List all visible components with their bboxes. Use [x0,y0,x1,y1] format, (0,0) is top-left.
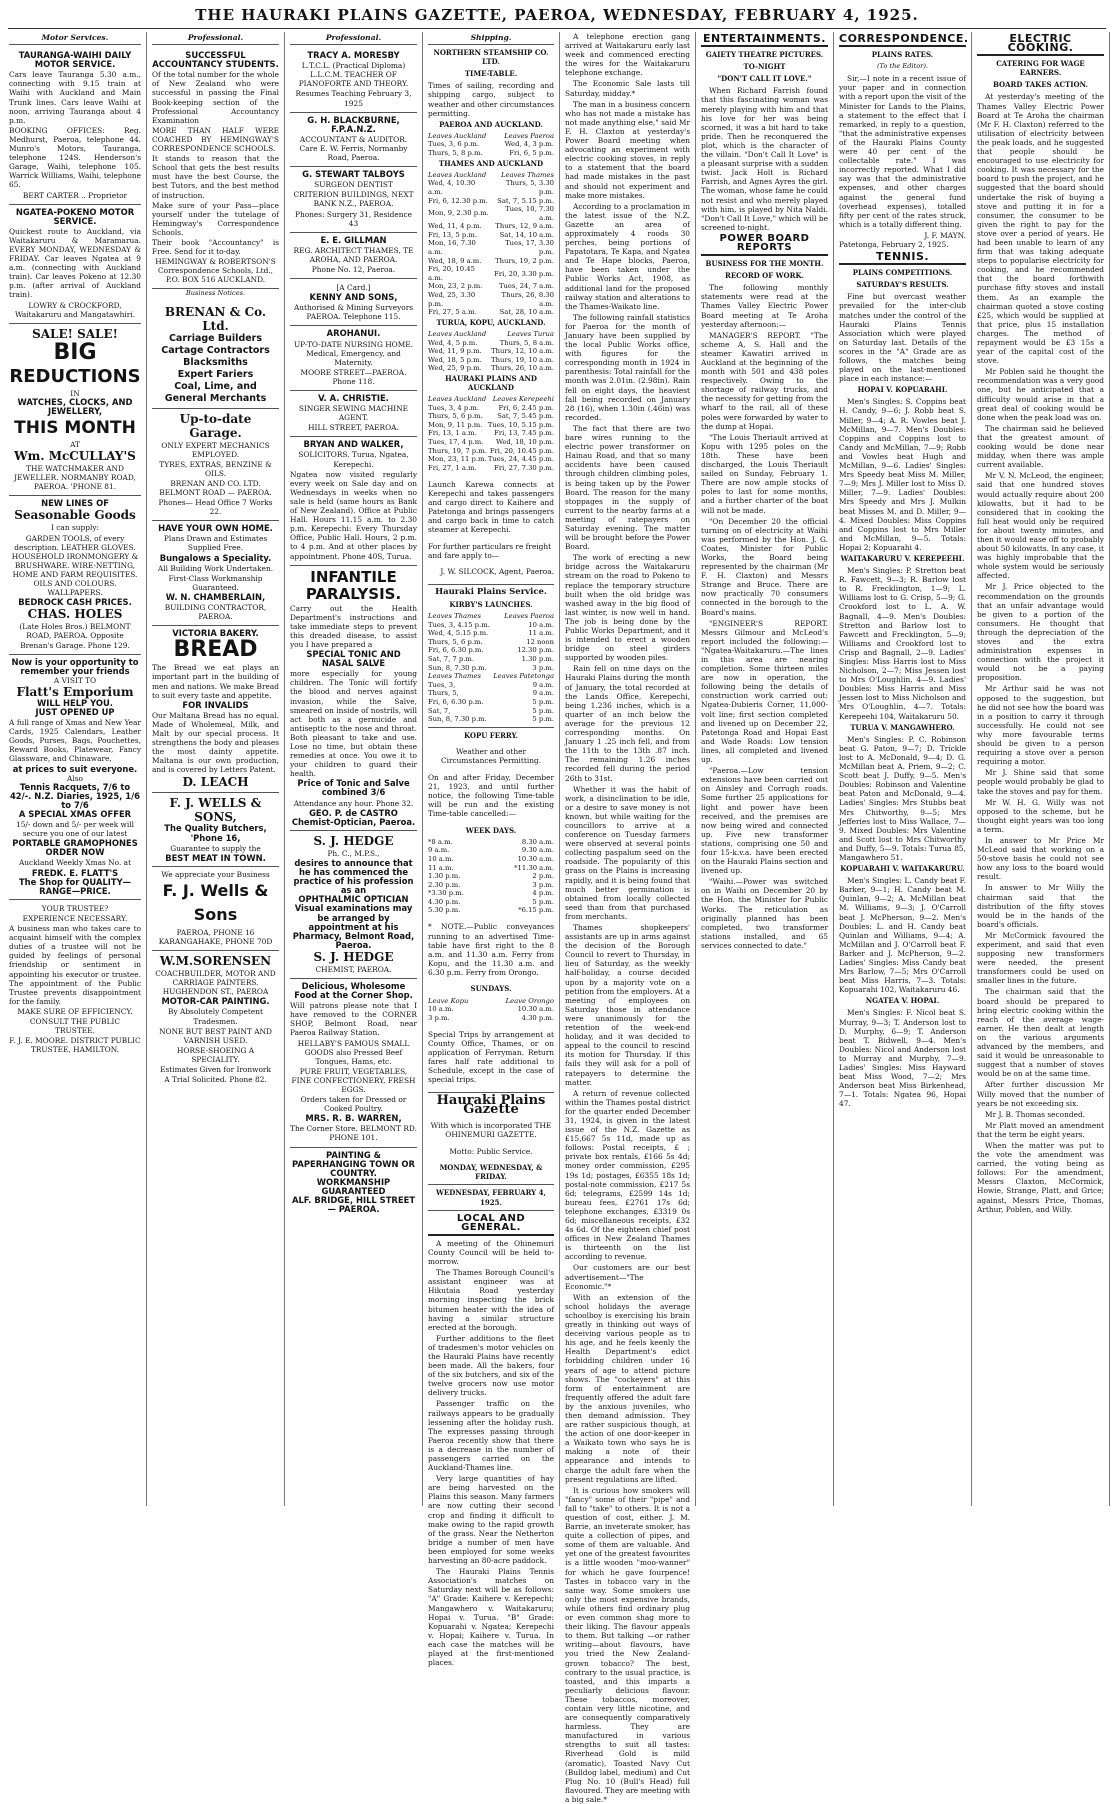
table-row [428,356,554,365]
table-cell: Wed, 4, 5.15 p.m. [428,629,489,638]
article-paragraph: Mr McCormick favoured the experiment, and said that even supposing new transformers were needed, the present transformers could be used on smaller lines in the future. [977,930,1104,986]
article-paragraph: Thames shopkeepers' assistants are up in arms against the decision of the Borough Council to revert to Thursday, in lieu of Saturday, as the weekly half-holiday, a course decided upon by a majority vote on a petition from the employers. At a meeting of employees on Saturday those in attendance were unanimously for the retention of the week-end holiday, and it was decided to appeal to the council to rescind its motion for Thursday. If this fails they will ask for a poll of ratepayers to determine the matter. [565,923,690,1087]
article-paragraph: At yesterday's meeting of the Thames Valley Electric Power Board at Te Aroha the chairman (Mr F. H. Claxton) referred to the utilisation of electricity between the peak loads, and he suggested that people should be encouraged to use electricity for cooking. It was necessary for the board to push the project, and he suggested that the board should undertake the risk of buying a stove and putting it in for a consumer, the consumer to be given the right to pay for the stove over a period of years. He had been unable to learn of any firm that was taking adequate steps to popularise electricity for cooking, and he recommended that the board forthwith purchase fifty stoves and install them. As an example the chairman quoted a stove costing £25, which would be supplied at that price, plus 15 installation charges. The method of repayment would be £3 15s a year of the capital cost of the stove. [977,92,1104,366]
ad-flatts-emporium: Now is your opportunity to remember your friends A VISIT TO Flatt's Emporium WILL HELP YOU. JUST OPENED UP A full range of Xmas and New Year Cards, 1925 Calendars, Leather Goods, Purses, Bags, Pouchettes, Reward Books, Platewear, Fancy Glassware, and Chinaware, at prices to suit everyone. Also Tennis Racquets, 7/6 to 42/-. N.Z. Diaries, 1925, 1/6 to 7/6 A SPECIAL XMAS OFFER 15/- down and 5/- per week will secure you one of our latest PORTABLE GRAMOPHONES ORDER NOW Auckland Weekly Xmas No. at FREDK. E. FLATT'S The Shop for QUALITY—RANGE—PRICE. [9,655,141,900]
ad-arohanui: AROHANUI. UP-TO-DATE NURSING HOME. Medical, Emergency, and Maternity. MOORE STREET—PAEROA. Phone 118. [290,326,417,391]
article-paragraph: It is curious how smokers will "fancy" some of their "pipe" and fall to "take" to others. It is not a question of cost, either. J. M. Barrie, an inveterate smoker, has quite a collection of pipes, and some of them are valuable. And yet one of the greatest favourites is a little wooden "moo-wanner" for which he gave fourpence! Tastes in tobacco vary in the same way. Some smokers use only the most expensive brands, while others find ordinary plug or even common shag more to their liking. The flavour appeals to them. But talking —or rather writing—about flavours, have you tried the New Zealand-grown tobacco? The best, contrary to the usual practice, is toasted, and this imparts a peculiarly delicious flavour. These tobaccos, moreover, contain very little nicotine, and are consequently comparatively harmless. They are manufactured in various strengths to suit all tastes: Riverhead Gold is mild (aromatic), Toasted Navy Cut (Bulldog label, medium) and Cut Plug No. 10 (Bull's Head) full flavoured. They are meeting with a big sale.* [565,1485,690,1804]
table-cell: 9 a.m. [532,689,554,698]
table-row [428,231,554,240]
table-cell: Fri, 27, 7.30 p.m. [494,463,554,472]
column-news [560,32,696,1804]
table-cell: Thurs, 5, 6 p.m. [428,637,483,646]
table-cell: Fri, 13, 1 a.m. [428,429,477,438]
table-cell: Wed, 18, 10 p.m. [495,438,554,447]
table-row [428,291,554,308]
article-paragraph: According to a proclamation in the latest issue of the N.Z. Gazette an area of approximately 4 roods 30 perches, being portions of Papatotara, Te Kapa, and Ngatea and Te Hape blocks, Paeroa, have been taken under the Public Works Act, 1908, as additional land for the proposed railway station and alterations to the Thames-Waikato line. [565,201,690,311]
table-cell: Wed, 4, 5 p.m. [428,338,478,347]
table-row [428,464,554,473]
table-row [428,412,554,421]
table-row [428,197,554,206]
article-paragraph: Rain fell on nine days on the Hauraki Plains during the month of January, the total recorded at the Lands Office, Kerepechi, being 1.236 inches, which is a quarter of an inch below the average for the previous 12 corresponding months. On January 1 .25 inch fell, and from the 11th to the 13th .87 inch. The remaining 1.26 inches recorded fell during the period 26th to 31st. [565,664,690,783]
table-cell: 5 p.m. [532,897,554,906]
ad-mccullay: SALE! SALE! BIG REDUCTIONS IN WATCHES, CLOCKS, AND JEWELLERY, THIS MONTH AT Wm. McCULLAY'S THE WATCHMAKER AND JEWELLER. NORMANBY ROAD, PAEROA. 'PHONE 81. [9,324,141,497]
table-cell: Tues, 10, 7.30 a.m. [505,205,554,222]
table-cell: Wed, 4, 3 p.m. [504,140,554,149]
table-cell: 1.30 p.m. [521,654,554,663]
ad-brenan: BRENAN & Co. Ltd. Carriage Builders Cartage Contractors Blacksmiths Expert Fariers Coal, Lime, and General Merchants [152,302,279,409]
table-cell: Thurs, 5, [428,689,459,698]
table-header-cell: Leaves Auckland [428,170,487,179]
article-paragraph: Mr V. N. McLeod, the engineer, said that one hundred stoves would actually require about 200 kilowatts, but it had to be considered that in cooking the full heat would only be required for about twenty minutes, and then it would ease off to probably about 50 kilowatts. In any case, it was highly improbable that the whole system would be seriously affected. [977,471,1104,581]
local-general-heading: LOCAL AND GENERAL. [428,1214,554,1236]
table-row [428,898,554,907]
table-cell: 11 a.m. [428,863,454,872]
ad-corner-store: Delicious, Wholesome Food at the Corner Shop. Will patrons please note that I have removed to the CORNER SHOP, Belmont Road, near Paeroa Railway Station. HELLABY'S FAMOUS SMALL GOODS also Pressed Beef Tongues, Hams, etc. PURE FRUIT, VEGETABLES, FINE CONFECTIONERY, FRESH EGGS. Orders taken for Dressed or Cooked Poultry. MRS. R. B. WARREN, The Corner Store. BELMONT RD. PHONE 101. [290,979,417,1148]
table-cell: Sat, 7, 5.15 p.m. [497,196,554,205]
ad-wells-sons: We appreciate your Business F. J. Wells & Sons PAEROA, PHONE 16 KARANGAHAKE, PHONE 70D [152,867,279,951]
table-row [428,881,554,890]
table-header-cell: Leaves Thames [428,672,482,681]
table-cell: 10.30 a.m. [517,1005,554,1014]
table-header-cell: Leaves Turua [507,329,554,338]
section-heading: Motor Services. [9,32,141,45]
section-heading: ENTERTAINMENTS. [701,34,828,47]
timetable-turua-kopu [428,330,554,373]
match-title: KOPUARAHI V. WAITAKARURU. [840,864,965,874]
table-cell: Fri, 6, 2.45 p.m. [498,403,554,412]
table-cell: Fri, 6, 5 p.m. [509,149,554,158]
table-cell: 2 p.m. [532,872,554,881]
column-motor-services [4,32,147,1506]
table-row [428,140,554,149]
table-cell: 5 p.m. [532,697,554,706]
article-paragraph: "The Louis Theriault arrived at Kopu with 1295 poles on the 18th. These have been discharged, the Louis Theriault sailed on Sunday, February 1. There are now ample stocks of poles to last for some months, and a further charter of the boat will not be made. [701,432,828,515]
table-cell: 2.30 p.m. [428,880,461,889]
timetable-kopu-week [428,838,554,915]
article-paragraph: A return of revenue collected within the Thames postal district for the quarter ended December 31, 1924, is given in the latest issue of the N.Z. Gazette as £15,667 5s 11d, made up as follows: Postal receipts, £ ; private box rentals, £166 5s 4d; money order commission, £295 19s 1d; postages, £6355 18s 1d; postal-note commission, £217 5s 6d; telegrams, £2599 14s 1d; bureau fees, £2761 17s 6d; telephone exchanges, £3319 0s 6d; miscellaneous receipts, £32 4s 6d. Of the eighteen chief post offices in New Zealand Thames is thirteenth on the list according to revenue. [565,1088,690,1262]
article-paragraph: The chairman said he believed that the greatest amount of cooking would be done near midday, when there was ample current available. [977,423,1104,470]
match-title: NGATEA V. HOPAI. [865,996,940,1006]
table-cell: Tues, 17, 4 p.m. [428,438,484,447]
table-header-cell: Leaves Paeroa [504,131,554,140]
ad-chas-holes: NEW LINES OF Seasonable Goods I can supply: GARDEN TOOLS, of every description. LEATHER GLOVES. HOUSEHOLD IRONMONGERY & BRUSHWARE. WIRE-NETTING, HOME AND FARM REQUISITES. OILS AND COLOURS. WALLPAPERS. BEDROCK CASH PRICES. CHAS. HOLES (Late Holes Bros.) BELMONT ROAD, PAEROA. Opposite Brenan's Garage. Phone 129. [9,496,141,654]
ad-kenny: [A Card.] KENNY AND SONS, Authorised & Mining Surveyors PAEROA. Telephone 115. [290,279,417,326]
table-cell: Wed, 18, 9 a.m. [428,256,482,265]
ad-hedge-optician: S. J. HEDGE Ph. C., M.P.S., desires to announce that he has commenced the practice of his profession as an OPHTHALMIC OPTICIAN Visual examinations may be arranged by appointment at his Pharmacy, Belmont Road, Paeroa. S. J. HEDGE CHEMIST, PAEROA. [290,831,417,979]
article-paragraph: Passenger traffic on the railways appears to be gradually lessening after the holiday rush. The expresses passing through Paeroa recently show that there is a decrease in the number of passengers carried on the Auckland-Thames line. [428,1399,554,1473]
column-correspondence: CORRESPONDENCE. PLAINS RATES. (To the Editor). Sir,—I note in a recent issue of your paper and in connection with a report upon the visit of the Minister for Lands to the Plains, a statement to the effect that I remarked, in reply to a question, "that the administrative expenses of the Hauraki Plains County were 40 per cent of the collectable rate." I was incorrectly reported. What I did say was that the administrative expenses, and other charges against the general fund (overhead expenses), totalled fifty per cent of the rates struck, which is a totally different thing. J. F. MAYN. Patetonga, February 2, 1925. TENNIS. PLAINS COMPETITIONS. SATURDAY'S RESULTS. Fine but overcast weather prevailed for the inter-club matches under the control of the Hauraki Plains Tennis Association which were played on Saturday last. Details of the scores in the "A" Grade are as follows, the matches being played on the last-mentioned place in each instance:— HOPAI V. KOPUARAHI. Men's Singles: S. Coppins beat H. Candy, 9—6; J. Robb beat S. Miller, 9—4; A. R. Vowles beat J. McMillan, 9—7. Men's Doubles: Coppins and Coppins lost to Candy and McMillan, 7—9; Robb and Vowles beat Hugh and McMillan, 9—6. Ladies' Singles: Mrs Speedy beat Miss M. Miller, 7—9; Mrs J. Miller lost to Miss D. Miller, 7—9. Ladies' Doubles: Mrs Speedy and Mrs J. Mulkin beat Misses M. and D. Miller, 9—4. Mixed Doubles: Miss Coppins and Coppins lost to Mrs Miller and McMillan, 9—5. Totals: Hopai 2; Kopuarahi 4. WAITAKARURU V. KEREPEEHI. Men's Singles: P. Stretton beat R. Fawcett, 9—3; R. Barlow lost to R. Frecklington, 1—9; L. Williams lost to G. Crisp, 5—9; G. Crookford lost to L. A. W. Bagnall, 4—9. Men's Doubles: Stretton and Barlow lost to Fawcett and Frecklington, 5—9; Williams and Crookford lost to Crisp and Bagnall, 2—9. Ladies' Singles: Miss Harris lost to Miss Nicholson, 2—7; Miss Jessen lost to Mrs O'Loughlin, 4—9. Ladies' Doubles: Miss Harris and Miss Jessen lost to Miss Nicholson and Mrs O'Loughlin, 4—7. Totals: Kerepeehi 104, Waitakaruru 50. TURUA V. MANGAWHERO. Men's Singles: P. C. Robinson beat G. Paton, 9—7; D. Trickle lost to A. McDonald, 9—4; D. G. McMillan beat A. Priem, 9—2; C. Scott beat J. Duffy, 9—5. Men's Doubles: Robinson and Valentine beat Paton and McDonald, 9—4. Ladies' Singles: Mrs Stubbs beat Mrs Chitworthy, 9—5; Mrs Jefferies lost to Miss Wallace, 7—9. Mixed Doubles: Mrs Valentine and Scott lost to Mrs Chitworthy and Duffy, 5—9. Totals: Turua 85, Mangawhero 51. KOPUARAHI V. WAITAKARURU. Men's Singles: L. Candy beat F. Barker, 9—1; H. Candy beat M. Quinlan, 9—2; A. McMillan beat M. Williams, 9—3; J. O'Carroll beat J. McPherson, 9—2. Men's Doubles: L. and H. Candy beat Quinlan and Williams, 9—4; A. McMillan and J. O'Carroll beat F. Barker and J. McPherson, 9—2. Ladies' Singles: Miss Candy beat Mrs Barlow, 7—5; Mrs O'Carroll beat Miss Harris, 7—3. Totals: Kopuarahi 102, Waitakaruru 46. NGATEA V. HOPAI. Men's Singles: F. Nicol beat S. Murray, 9—3; T. Anderson lost to D. Murphy, 6—9; T. Anderson beat T. Bidwell, 9—4. Men's Doubles: Nicol and Anderson lost to Murray and Murphy, 7—9. Ladies' Singles: Miss Hayward beat Miss Wood, 7—2; Mrs Anderson beat Miss Birkenhead, 7—1. Totals: Ngatea 96, Hopai 47. [834,32,972,1506]
table-cell: Sun, 8, 7.30 p.m. [428,715,487,724]
table-row [428,664,554,673]
table-cell: *6.15 p.m. [518,906,554,915]
ad-victoria-bakery: VICTORIA BAKERY. BREAD The Bread we eat plays an important part in the building of men and nations. We make Bread to suit every taste and appetite. FOR INVALIDS Our Maltana Bread has no equal. Made of Wholemeal, Milk, and Malt by our special process. It strengthens the body and pleases the most dainty appetite. Maltana is our own production, and is covered by Letters Patent. D. LEACH [152,626,279,793]
article-paragraph: "ENGINEER'S REPORT. Messrs Gilmour and McLeod's report included the following:— "Ngatea-Waitakaruru.—The lines in this area are nearing completion. Some thirteen miles are now in operation, the following being the details of construction work carried out: Ngatea-Dubieris Corner, 11,000-volt line; first section completed and livened up on December 22, Patetonga Road and Hopai East and Wade Roads: Low tension lines, all completed and livened up. [701,618,828,765]
table-cell: 10.30 a.m. [517,854,554,863]
table-cell: Wed, 25, 3.30 p.m. [428,291,476,308]
table-row [428,1005,554,1014]
section-heading: CORRESPONDENCE. [839,34,966,47]
power-board-body [701,283,828,950]
table-cell: 9.30 a.m. [521,846,554,855]
table-row [428,455,554,464]
table-cell: Sat, 7, 7 p.m. [428,654,475,663]
ad-christie: V. A. CHRISTIE. SINGER SEWING MACHINE AGENT. HILL STREET, PAEROA. [290,391,417,437]
table-cell: 9 a.m. [532,680,554,689]
table-cell: 5 p.m. [532,715,554,724]
match-scores: Men's Singles: P. Stretton beat R. Fawcett, 9—3; R. Barlow lost to R. Frecklington, 1—9; L. Williams lost to G. Crisp, 5—9; G. Crookford lost to L. A. W. Bagnall, 4—9. Men's Doubles: Stretton and Barlow lost to Fawcett and Frecklington, 5—9; Williams and Crookford lost to Crisp and Bagnall, 2—9. Ladies' Singles: Miss Harris lost to Miss Nicholson, 2—7; Miss Jessen lost to Mrs O'Loughlin, 4—9. Ladies' Doubles: Miss Harris and Miss Jessen lost to Miss Nicholson and Mrs O'Loughlin, 4—7. Totals: Kerepeehi 104, Waitakaruru 50. [839,566,966,721]
article-paragraph: Mr J. B. Thomas seconded. [985,1109,1086,1119]
ad-accountancy: SUCCESSFUL ACCOUNTANCY STUDENTS. Of the total number for the whole of New Zealand who were successful in passing the Final Book-keeping section of the Professional Accountancy Examination MORE THAN HALF WERE COACHED BY HEMINGWAY'S CORRESPONDENCE SCHOOLS. It stands to reason that the School that gets the best results must have the best Course, the best Tutors, and the best method of instruction. Make sure of your Pass—place yourself under the tutelage of Hemingway's Correspondence Schools. Their book "Accountancy" is Free. Send for it to-day. HEMINGWAY & ROBERTSON'S Correspondence Schools, Ltd., P.O. BOX 516 AUCKLAND. [152,48,279,289]
timetable-kopu-sunday [428,997,554,1023]
table-row [428,205,554,222]
table-row [428,629,554,638]
table-cell: Tues, 3, 6 p.m. [428,140,479,149]
table-row [428,421,554,430]
match-title: WAITAKARURU V. KEREPEEHI. [840,553,965,563]
table-cell: *11.30 a.m. [514,863,554,872]
table-header-cell: Leaves Thames [500,170,554,179]
table-cell: Tues, 24, 4.45 p.m. [487,455,554,464]
table-row [428,239,554,256]
table-row [428,698,554,707]
table-cell: *3.30 p.m. [428,889,464,898]
table-cell: Fri, 6, 6.30 p.m. [428,697,484,706]
article-paragraph: "Paeroa.—Low tension extensions have been carried out on Ainsley and Corrugh roads. Some further 25 applications for light and power have been received, and the premises are now being wired and connected up. Five new transformer stations, comprising one 50 and four 15-k.v.a. have been erected on the Hauraki Plains section and livened up. [701,766,828,876]
table-cell: Fri, 20, 3.30 p.m. [494,269,554,278]
table-header-cell: Leaves Thames [428,612,482,620]
news-body [565,32,690,1804]
table-cell: Fri, 20, 10.45 p.m. [489,446,554,455]
table-cell: 4.30 p.m. [428,897,461,906]
table-row [428,404,554,413]
article-paragraph: The following rainfall statistics for Paeroa for the month of January have been supplied by the local Public Works office, with figures for the corresponding month in 1924 in parenthesis: Total rainfall for the month was 2.01in. (2.98in). Rain fell on eight days, the heaviest fall being recorded on January 28 (16), when 1.30in (.46in) was recorded. [565,312,690,422]
ad-talboys: G. STEWART TALBOYS SURGEON DENTIST CRITERION BUILDINGS, NEXT BANK N.Z., PAEROA. Phones: Surgery 31, Residence 43 [290,167,417,233]
article-paragraph: A telephone erection gang arrived at Waitakaruru early last week and commenced erecting the wires for the Waitakaruru telephone exchange. [565,32,690,78]
ad-bryan-walker: BRYAN AND WALKER, SOLICITORS. Turua, Ngatea, Kerepechi. Ngatea now visited regularly every week on Sale day and on Wednesdays in weeks when no sale is held (same hours as Bank of New Zealand). Office at Public Hall. Hours 11.15 a.m. to 2.30 p.m. Kerepechi: Every Thursday Office, Public Hall. Hours, 2 p.m. to 4 p.m. And at other places by appointment. Phone 40S, Turua. [290,437,417,565]
ad-chamberlain: HAVE YOUR OWN HOME. Plans Drawn and Estimates Supplied Free. Bungalows a Speciality. All Building Work Undertaken. First-Class Workmanship Guaranteed. W. N. CHAMBERLAIN, BUILDING CONTRACTOR, PAEROA. [152,521,279,626]
table-cell: Fri, 27, 1 a.m. [428,463,477,472]
table-cell: 3 p.m. [428,1013,450,1022]
table-cell: Fri, 13, 7.45 p.m. [494,429,554,438]
tennis-heading: TENNIS. [839,252,966,265]
table-row [428,265,554,282]
table-header-cell: Leave Kopu [428,996,469,1005]
table-row [428,638,554,647]
table-cell: Mon, 16, 7.30 a.m. [428,239,476,257]
timetable-hauraki-plains [428,395,554,472]
column-entertainments: ENTERTAINMENTS. GAIETY THEATRE PICTURES. TO-NIGHT "DON'T CALL IT LOVE." When Richard Farrish found that this fascinating woman was merely playing with him and that his love for her was being scorned, it was a bit hard to take pride. Then he reconquered the plot, which is the character of the villain. "Don't Call It Love" is a pleasant surprise with a sudden twist. Jack Holt is Richard Farrish, and Agnes Ayres the girl. The woman, whose fame he could not resist and who merely played with him, is played by Nita Naldi. "Don't Call It Love," which will be screened to-night. POWER BOARD REPORTS BUSINESS FOR THE MONTH. RECORD OF WORK. The following monthly statements were read at the Thames Valley Electric Power Board meeting at Te Aroha yesterday afternoon:— MANAGER'S REPORT. "The scheme A, S. Hall and the steamer Kawatiri arrived in Auckland at the beginning of the month with 501 and 438 poles respectively. Owing to the shortage of railway trucks, and the necessity for getting from the wharf to the rail, all of these poles were forwarded by water to the dump at Hopai. "The Louis Theriault arrived at Kopu with 1295 poles on the 18th. These have been discharged, the Louis Theriault sailed on Sunday, February 1. There are now ample stocks of poles to last for some months, and a further charter of the boat will not be made. "On December 20 the official turning on of electricity at Waihi was performed by the Hon. J. G. Coates, Minister for Public Works, the Board being represented by the chairman (Mr F. H. Claxton) and Messrs Strange and Bruce. There are now practically 70 consumers connected in the borough to the Board's mains. "ENGINEER'S REPORT. Messrs Gilmour and McLeod's report included the following:— "Ngatea-Waitakaruru.—The lines in this area are nearing completion. Some thirteen miles are now in operation, the following being the details of construction work carried out: Ngatea-Dubieris Corner, 11,000-volt line; first section completed and livened up on December 22, Patetonga Road and Hopai East and Wade Roads: Low tension lines, all completed and livened up. "Paeroa.—Low tension extensions have been carried out on Ainsley and Corrugh roads. Some further 25 applications for light and power have been received, and the premises are now being wired and connected up. Five new transformer stations, comprising one 50 and four 15-k.v.a. have been erected on the Hauraki Plains section and livened up. "Waihi.—Power was switched on in Waihi on December 20 by the Hon. the Minister for Public Works. The reticulation as originally planned has been completed, two transformer stations installed, and 65 services connected to date." [696,32,834,1506]
match-scores: Men's Singles: L. Candy beat F. Barker, 9—1; H. Candy beat M. Quinlan, 9—2; A. McMillan beat M. Williams, 9—3; J. O'Carroll beat J. McPherson, 9—2. Men's Doubles: L. and H. Candy beat Quinlan and Williams, 9—4; A. McMillan and J. O'Carroll beat F. Barker and J. McPherson, 9—2. Ladies' Singles: Miss Candy beat Mrs Barlow, 7—5; Mrs O'Carroll beat Miss Harris, 7—3. Totals: Kopuarahi 102, Waitakaruru 46. [839,876,966,995]
table-cell: 10 a.m. [528,620,554,629]
table-cell: 11 a.m. [528,629,554,638]
table-row [428,179,554,196]
section-heading: Shipping. [428,32,554,45]
table-cell: *8 a.m. [428,837,453,846]
table-cell: Sat, 28, 10 a.m. [499,308,554,317]
table-cell: Tues, 24, 7 a.m. [498,282,554,291]
article-paragraph: "Waihi.—Power was switched on in Waihi on December 20 by the Hon. the Minister for Public Works. The reticulation as originally planned has been completed, two transformer stations installed, and 65 services connected to date." [701,877,828,950]
ad-infantile-paralysis: INFANTILE PARALYSIS. Carry out the Health Department's instructions and take immediate steps to prevent this dreaded disease, to assist you I have prepared a SPECIAL TONIC AND NASAL SALVE more especially for young children. The Tonic will fortify the blood and nerves against invasion, while the Salve, smeared on inside of nostrils, will act both as a germicide and antiseptic to the nose and throat. Both pleasant to take and use. Lose no time, but obtain these remedies at once. You owe it to your children to guard their health. Price of Tonic and Salve combined 3/6 Attendance any hour. Phone 32. GEO. P. de CASTRO Chemist-Optician, Paeroa. [290,566,417,831]
table-row [428,689,554,698]
table-row [428,855,554,864]
table-cell: Thurs, 19, 7 p.m. [428,446,487,455]
table-row [428,864,554,873]
table-row [428,838,554,847]
ad-blackburne: G. H. BLACKBURNE, F.P.A.N.Z. ACCOUNTANT & AUDITOR. Care E. W. Ferris, Normanby Road, Paeroa. [290,113,417,167]
article-paragraph: Further additions to the fleet of tradesmen's motor vehicles on the Hauraki Plains have recently been made. All the bakers, four of the six butchers, and six of the twelve grocers now use motor delivery trucks. [428,1333,554,1398]
table-row [428,906,554,915]
table-cell: 3 p.m. [532,663,554,672]
table-row [428,681,554,690]
table-cell: Thurs, 5, 6 p.m. [428,412,483,421]
article-paragraph: With an extension of the school holidays the average schoolboy is exercising his brain greatly in thinking out ways of deceiving various people as to his age, and he feels keenly the Health Department's edict forbidding children under 16 years of age to attend picture shows. The "cockeyers" at this form of entertainment are frequently offered the adult fare by the anxious juveniles, who then demand admission. They are rather suspicious though, at the action of one door-keeper in a Waikato town who says he is making a note of their appearance and intends to charge the adult fare when the present regulations are lifted. [565,1292,690,1484]
table-row [428,646,554,655]
match-title: TURUA V. MANGAWHERO. [850,722,955,732]
table-cell: 10 a.m. [428,1005,454,1014]
table-cell: Thurs, 5, 8 p.m. [428,149,483,158]
match-scores: Men's Singles: F. Nicol beat S. Murray, 9—3; T. Anderson lost to D. Murphy, 6—9; T. Anderson beat T. Bidwell, 9—4. Men's Doubles: Nicol and Anderson lost to Murray and Murphy, 7—9. Ladies' Singles: Miss Hayward beat Miss Wood, 7—2; Mrs Anderson beat Miss Birkenhead, 7—1. Totals: Ngatea 96, Hopai 47. [839,1008,966,1109]
column-professional-2 [285,32,423,1506]
table-cell: Tues, 10, 5.15 p.m. [487,420,554,429]
power-board-heading: POWER BOARD REPORTS [701,234,828,256]
table-row [428,364,554,373]
article-paragraph: "On December 20 the official turning on of electricity at Waihi was performed by the Hon. J. G. Coates, Minister for Public Works, the Board being represented by the chairman (Mr F. H. Claxton) and Messrs Strange and Bruce. There are now practically 70 consumers connected in the borough to the Board's mains. [701,516,828,617]
table-row [428,149,554,158]
article-paragraph: The fact that there are two bare wires running to the electric power transformer on Hainau Road, and that so many accidents have been caused through children climbing poles, is being taken up by the Power Board. The reason for the many stoppages in the supply of current to the nearby farms at a meeting of ratepayers on Saturday evening. The matter will be brought before the Power Board. [565,423,690,552]
table-cell: Wed, 18, 5 p.m. [428,355,482,364]
table-row [428,438,554,447]
table-cell: Thurs, 12, 9 a.m. [495,222,554,231]
tennis-results [839,385,966,1108]
column-electric-cooking: ELECTRIC COOKING. CATERING FOR WAGE EARNERS. BOARD TAKES ACTION. At yesterday's meeting of the Thames Valley Electric Power Board at Te Aroha the chairman (Mr F. H. Claxton) referred to the utilisation of electricity between the peak loads, and he suggested that people should be encouraged to use electricity for cooking. It was necessary for the board to push the project, and he suggested that the board should undertake the risk of buying a stove and putting it in for a consumer, the consumer to be given the right to pay for the stove over a period of years. He had been unable to learn of any firm that was taking adequate steps to popularise electricity for cooking, and he recommended that the board forthwith purchase fifty stoves and install them. As an example the chairman quoted a stove costing £25, which would be supplied at that price, plus 15 installation charges. The method of repayment would be £3 15s a year of the capital cost of the stove. Mr Poblen said he thought the recommendation was a very good one, but he anticipated that a difficulty would arise in that a great deal of cooking would be done when the peak load was on. The chairman said he believed that the greatest amount of cooking would be done near midday, when there was ample current available. Mr V. N. McLeod, the engineer, said that one hundred stoves would actually require about 200 kilowatts, but it had to be considered that in cooking the full heat would only be required for about twenty minutes, and then it would ease off to probably about 50 kilowatts. In any case, it was highly improbable that the whole system would be seriously affected. Mr J. Price objected to the recommendation on the grounds that an unfair advantage would be given to a portion of the consumers. He thought that through the depreciation of the stoves and the extra administration expenses in connection with the project it would not be a paying proposition. Mr Arthur said he was not opposed to the suggestion, but he did not see how the board was in a position to carry it through successfully. He could not see why more favourable terms should be given to a person requiring a stove over a person requiring a motor. Mr J. Shine said that some people would probably be glad to take the stoves and pay for them. Mr W. H. G. Willy was not opposed to the scheme, but he thought eight years was too long a term. In answer to Mr Price Mr McLeod said that working on a 50-stove basis he could not see how any loss to the board would result. In answer to Mr Willy the chairman said that the distribution of the fifty stoves would be in the hands of the board's officials. Mr McCormick favoured the experiment, and said that even supposing new transformers were needed, the present transformers could be used on smaller lines in the future. The chairman said that the board should be prepared to bring electric cooking within the reach of the average wage-earner. He then dealt at length on the various arguments advanced by the members, and said it would be unreasonable to suggest that a number of stoves would be on at the same time. After further discussion Mr Willy moved that the number of years be not exceeding six. Mr J. B. Thomas seconded. Mr Platt moved an amendment that the term be eight years. When the matter was put to the vote the amendment was carried, the voting being as follows: For the amendment, Messrs Claxton, McCormick, Howie, Strange, Platt, and Grice; against, Messrs Price, Thomas, Arthur, Poblen, and Willy. [972,32,1110,1506]
table-cell: Sat, 7, 5.45 p.m. [497,412,554,421]
table-cell: Mon, 23, 11 p.m. [428,455,487,464]
table-row [428,1014,554,1023]
table-cell: Thurs, 19, 2 p.m. [495,256,554,265]
table-cell: Thurs, 26, 10 a.m. [491,364,554,373]
article-paragraph: Our customers are our best advertisement—"The Economic."* [565,1263,690,1291]
table-header-cell: Leaves Auckland [428,329,487,338]
article-paragraph: Mr J. Price objected to the recommendation on the grounds that an unfair advantage would be given to a portion of the consumers. He thought that through the depreciation of the stoves and the extra administration expenses in connection with the project it would not be a paying proposition. [977,582,1104,683]
article-paragraph: Whether it was the habit of work, a disinclination to be idle, or a desire to save money is not known, but while waiting for the councillors to arrive at a conference on Tuesday farmers were observed at several points collecting paspalum seed on the roadside. The popularity of this grass on the Plains is increasing rapidly, and it is being found that much better germination is obtained from locally collected seed than from that purchased from merchants. [565,784,690,921]
table-cell: Wed, 11, 4 p.m. [428,222,482,231]
table-row [428,308,554,317]
table-cell: Thurs, 26, 8.30 a.m. [501,291,554,308]
ad-sorensen: W.M.SORENSEN COACHBUILDER, MOTOR AND CARRIAGE PAINTERS. HUGHENDON ST., PAEROA MOTOR-CAR PAINTING. By Absolutely Competent Tradesmen. NONE BUT BEST PAINT AND VARNISH USED. HORSE-SHOEING A SPECIALITY. Estimates Given for Ironwork A Trial Solicited. Phone 82. [155,954,276,1085]
table-cell: Wed, 11, 9 p.m. [428,347,482,356]
table-cell: Sat, 14, 10 a.m. [499,230,554,239]
timetable-kirby [428,612,554,672]
article-paragraph: When the matter was put to the vote the amendment was carried, the voting being as follows: For the amendment, Messrs Claxton, McCormick, Howie, Strange, Platt, and Grice; against, Messrs Price, Thomas, Arthur, Poblen, and Willy. [977,1140,1104,1214]
timetable-thames-auckland [428,171,554,317]
match-scores: Men's Singles: P. C. Robinson beat G. Paton, 9—7; D. Trickle lost to A. McDonald, 9—4; D. G. McMillan beat A. Priem, 9—2; C. Scott beat J. Duffy, 9—5. Men's Doubles: Robinson and Valentine beat Paton and McDonald, 9—4. Ladies' Singles: Mrs Stubbs beat Mrs Chitworthy, 9—5; Mrs Jefferies lost to Miss Wallace, 7—9. Mixed Doubles: Mrs Valentine and Scott lost to Mrs Chitworthy and Duffy, 5—9. Totals: Turua 85, Mangawhero 51. [839,734,966,862]
article-paragraph: The Economic Sale lasts till Saturday, midday.* [565,79,690,98]
section-heading: Business Notices. [185,289,246,298]
section-heading: ELECTRIC COOKING. [977,34,1104,56]
table-cell: Thurs, 5, 8 a.m. [499,338,554,347]
table-cell: 8.30 a.m. [521,837,554,846]
table-cell: Mon, 9, 2.30 p.m. [428,209,489,218]
article-paragraph: MANAGER'S REPORT. "The scheme A, S. Hall and the steamer Kawatiri arrived in Auckland at the beginning of the month with 501 and 438 poles respectively. Owing to the shortage of railway trucks, and the necessity for getting from the wharf to the rail, all of these poles were forwarded by water to the dump at Hopai. [701,330,828,431]
table-row [428,655,554,664]
table-cell: Thurs, 5, 3.30 p.m. [505,179,554,196]
article-paragraph: Mr Poblen said he thought the recommendation was a very good one, but he anticipated that a difficulty would arise in that a great deal of cooking would be done when the peak load was on. [977,367,1104,422]
table-row [428,846,554,855]
electric-cooking-body [977,92,1104,1213]
table-cell: Tues, 3, 4 p.m. [428,403,479,412]
masthead: THE HAURAKI PLAINS GAZETTE, PAEROA, WEDNESDAY, FEBRUARY 4, 1925. [8,6,1106,29]
match-scores: Men's Singles: S. Coppins beat H. Candy, 9—6; J. Robb beat S. Miller, 9—4; A. R. Vowles beat J. McMillan, 9—7. Men's Doubles: Coppins and Coppins lost to Candy and McMillan, 7—9; Robb and Vowles beat Hugh and McMillan, 9—6. Ladies' Singles: Mrs Speedy beat Miss M. Miller, 7—9; Mrs J. Miller lost to Miss D. Miller, 7—9. Ladies' Doubles: Mrs Speedy and Mrs J. Mulkin beat Misses M. and D. Miller, 9—4. Mixed Doubles: Miss Coppins and Coppins lost to Mrs Miller and McMillan, 9—5. Totals: Hopai 2; Kopuarahi 4. [839,397,966,552]
table-header-cell: Leave Orongo [505,996,554,1005]
ad-wells-butchers: F. J. WELLS & SONS, The Quality Butchers, 'Phone 16, Guarantee to supply the BEST MEAT IN TOWN. [152,793,279,866]
table-row [428,339,554,348]
table-cell: 5.30 p.m. [428,906,461,915]
table-row [428,347,554,356]
table-cell: 3 p.m. [532,880,554,889]
table-row [428,872,554,881]
table-cell: 4.30 p.m. [521,1013,554,1022]
article-paragraph: After further discussion Mr Willy moved that the number of years be not exceeding six. [977,1080,1104,1108]
table-cell: 12.30 p.m. [517,646,554,655]
table-cell: Tues, 17, 3.30 p.m. [505,239,554,257]
ad-ngatea-pokeno: NGATEA-POKENO MOTOR SERVICE. Quickest route to Auckland, via Waitakaruru & Maramarua. EVERY MONDAY, WEDNESDAY & FRIDAY. Car leaves Ngatea at 9 a.m. (connecting with Auckland train). Car leaves Pokeno at 12.30 p.m. (after arrival of Auckland train). LOWRY & CROCKFORD, Waitakaruru and Mangatawhiri. [9,205,141,324]
table-cell: 4 p.m. [532,889,554,898]
table-row [428,429,554,438]
table-row [428,715,554,724]
table-cell: 10 a.m. [428,854,454,863]
article-paragraph: The following monthly statements were read at the Thames Valley Electric Power Board meeting at Te Aroha yesterday afternoon:— [701,283,828,329]
table-header-cell: Leaves Paeroa [504,612,554,620]
article-paragraph: The chairman said that the board should be prepared to bring electric cooking within the reach of the average wage-earner. He then dealt at length on the various arguments advanced by the members, and said it would be unreasonable to suggest that a number of stoves would be on at the same time. [977,987,1104,1079]
table-cell: Fri, 20, 10.45 a.m. [428,265,475,282]
timetable-paeroa-auckland [428,132,554,158]
table-row [428,621,554,630]
table-cell: Thurs, 12, 10 a.m. [491,347,554,356]
timetable-kirby-patetonga [428,672,554,724]
article-paragraph: Mr W. H. G. Willy was not opposed to the scheme, but he thought eight years was too long a term. [977,797,1104,834]
article-paragraph: In answer to Mr Price Mr McLeod said that working on a 50-stove basis he could not see how any loss to the board would result. [977,835,1104,882]
table-cell: Mon, 9, 11 p.m. [428,420,483,429]
article-paragraph: In answer to Mr Willy the chairman said that the distribution of the fifty stoves would be in the hands of the board's officials. [977,883,1104,929]
table-cell: 9 a.m. [428,846,450,855]
table-row [428,257,554,266]
table-cell: 1.30 p.m. [428,872,461,881]
article-paragraph: Mr J. Shine said that some people would probably be glad to take the stoves and pay for them. [977,768,1104,796]
article-paragraph: The Thames Borough Council's assistant engineer was at Hikutaia Road yesterday morning inspecting the brick bitumen heater with the idea of having a similar structure erected at the borough. [428,1268,554,1332]
table-cell: Sat, 7, [428,706,451,715]
article-paragraph: The work of erecting a new bridge across the Waitakaruru stream on the road to Pokeno to replace the temporary structure built when the old bridge was washed away in the big flood of last winter, is now well in hand. The job is being done by the Public Works Department, and it is intended to erect a wooden bridge on steel girders supported by wooden piles. [565,553,690,663]
table-row [428,889,554,898]
ad-garage: Up-to-date Garage. ONLY EXPERT MECHANICS EMPLOYED. TYRES, EXTRAS, BENZINE & OILS. BRENAN AND CO. LTD. BELMONT ROAD — PAEROA. Phones— Head Office 7 Works 22. [152,409,279,522]
article-paragraph: Mr Arthur said he was not opposed to the suggestion, but he did not see how the board was in a position to carry it through successfully. He could not see why more favourable terms should be given to a person requiring a stove over a person requiring a motor. [977,684,1104,767]
article-paragraph: A meeting of the Ohinemuri County Council will be held to-morrow. [428,1238,554,1267]
table-cell: Fri, 13, 5 p.m. [428,230,478,239]
table-cell: Wed, 4, 10.30 a.m. [428,179,476,196]
table-cell: Tues, 3, 4.15 p.m. [428,620,490,629]
table-header-cell: Leaves Auckland [428,395,487,404]
ad-public-trustee: YOUR TRUSTEE? EXPERIENCE NECESSARY. A business man who takes care to acquaint himself with the complex duties of a trustee will not be guided by feelings of personal friendship or sentiment in appointing his executor or trustee. The appointment of the Public Trustee prevents disappointment for the family. MAKE SURE OF EFFICIENCY. CONSULT THE PUBLIC TRUSTEE. F. J. E. MOORE. DISTRICT PUBLIC TRUSTEE, HAMILTON. [9,903,141,1055]
table-cell: Wed, 25, 9 p.m. [428,364,482,373]
article-paragraph: Very large quantities of hay are being harvested on the Plains this season. Many farmers are now cutting their second crop and finding it difficult to make owing to the rapid growth of the grass. Near the Netherton bridge a number of men have been employed for some weeks harvesting an 80-acre paddock. [428,1474,554,1566]
table-row [428,707,554,716]
table-cell: 5 p.m. [532,706,554,715]
ad-bridge-painting: PAINTING & PAPERHANGING TOWN OR COUNTRY. WORKMANSHIP GUARANTEED ALF. BRIDGE, HILL STREET — PAEROA. [291,1149,416,1215]
table-cell: Fri, 6, 6.30 p.m. [428,646,484,655]
article-paragraph: The man in a business concern who has not made a mistake has not made anything else," said Mr F. H. Claxton at yesterday's Power Board meeting when advocating an experiment with electric cooking stoves, in reply to a statement that the board had made mistakes in the past and should not experiment and make more mistakes. [565,99,690,200]
section-heading: Professional. [152,32,279,45]
gazette-nameplate: Hauraki Plains Gazette [436,1092,546,1117]
section-heading: Professional. [290,32,417,45]
ad-tauranga-waihi: TAURANGA-WAIHI DAILY MOTOR SERVICE. Cars leave Tauranga 5.30 a.m., connecting with 9.15 train at Waihi with Auckland and Main Trunk lines. Cars leave Waihi at noon, arriving Tauranga about 4 p.m. BOOKING OFFICES: Reg. Medhurst, Paeroa, telephone 44. Munro's Motors, Tauranga, telephone 124S. Henderson's Garage, Waihi, telephone 105. Warrick Williams, Waihi, telephone 65. BERT CARTER .. Proprietor [9,48,141,205]
local-general-body [428,1239,554,1667]
table-header-cell: Leaves Kerepeehi [492,395,554,404]
table-cell: Fri, 6, 12.30 p.m. [428,196,488,205]
match-title: HOPAI V. KOPUARAHI. [857,385,948,395]
table-cell: Sun, 8, 7.30 p.m. [428,663,487,672]
ad-moresby: TRACY A. MORESBY L.T.C.L. (Practical Diploma) L.L.C.M. TEACHER OF PIANOFORTE AND THEORY. Resumes Teaching February 3, 1925 [290,48,417,113]
table-row [428,282,554,291]
column-shipping: Shipping. NORTHERN STEAMSHIP CO. LTD. TIME-TABLE. Times of sailing, recording and shipping cargo, subject to weather and other circumstances permitting. PAEROA AND AUCKLAND. Leaves Auckland Leaves Paeroa Tues, 3, 6 p.m. Wed, 4, 3 p.m. Thurs, 5, 8 p.m. Fri, 6, 5 p.m. THAMES AND AUCKLAND Leaves Auckland Leaves Thames Wed, 4, 10.30 a.m. Thurs, 5, 3.30 p.m. Fri, 6, 12.30 p.m. Sat, 7, 5.15 p.m. Mon, 9, 2.30 p.m. Tues, 10, 7.30 a.m. Wed, 11, 4 p.m. Thurs, 12, 9 a.m. Fri, 13, 5 p.m. Sat, 14, 10 a.m. Mon, 16, 7.30 a.m. Tues, 17, 3.30 p.m. Wed, 18, 9 a.m. Thurs, 19, 2 p.m. Fri, 20, 10.45 a.m. Fri, 20, 3.30 p.m. Mon, 23, 2 p.m. Tues, 24, 7 a.m. Wed, 25, 3.30 p.m. Thurs, 26, 8.30 a.m. Fri, 27, 5 a.m. Sat, 28, 10 a.m. TURUA, KOPU, AUCKLAND. Leaves Auckland Leaves Turua Wed, 4, 5 p.m. Thurs, 5, 8 a.m. Wed, 11, 9 p.m. Thurs, 12, 10 a.m. Wed, 18, 5 p.m. Thurs, 19, 10 a.m. Wed, 25, 9 p.m. Thurs, 26, 10 a.m. HAURAKI PLAINS AND AUCKLAND Leaves Auckland Leaves Kerepeehi Tues, 3, 4 p.m. Fri, 6, 2.45 p.m. Thurs, 5, 6 p.m. Sat, 7, 5.45 p.m. Mon, 9, 11 p.m. Tues, 10, 5.15 p.m. Fri, 13, 1 a.m. Fri, 13, 7.45 p.m. Tues, 17, 4 p.m. Wed, 18, 10 p.m. Thurs, 19, 7 p.m. Fri, 20, 10.45 p.m. Mon, 23, 11 p.m. Tues, 24, 4.45 p.m. Fri, 27, 1 a.m. Fri, 27, 7.30 p.m. Launch Karewa connects at Kerepechi and takes passengers and cargo direct to Kaihere and Patetonga and brings passengers and cargo back in time to catch steamer at Kerepechi. For further particulars re freight and fare apply to— J. W. SILCOCK, Agent, Paeroa. Hauraki Plains Service. KIRBY'S LAUNCHES. Leaves Thames Leaves Paeroa Tues, 3, 4.15 p.m. 10 a.m. Wed, 4, 5.15 p.m. 11 a.m. Thurs, 5, 6 p.m. 12 noon Fri, 6, 6.30 p.m. 12.30 p.m. Sat, 7, 7 p.m. 1.30 p.m. Sun, 8, 7.30 p.m. 3 p.m. Leaves Thames Leaves Patetonga Tues, 3, 9 a.m. Thurs, 5, 9 a.m. Fri, 6, 6.30 p.m. 5 p.m. Sat, 7, 5 p.m. Sun, 8, 7.30 p.m. 5 p.m. KOPU FERRY. Weather and other Circumstances Permitting. On and after Friday, December 21, 1923, and until further notice, the following Time-table will be run and the existing Time-table cancelled:— WEEK DAYS. *8 a.m. 8.30 a.m. 9 a.m. 9.30 a.m. 10 a.m. 10.30 a.m. 11 a.m. *11.30 a.m. 1.30 p.m. 2 p.m. 2.30 p.m. 3 p.m. *3.30 p.m. 4 p.m. 4.30 p.m. 5 p.m. 5.30 p.m. *6.15 p.m. * NOTE.—Public conveyances running to an advertised Time-table have first right to the 8 a.m. and 11.30 a.m. Ferry from Kopu, and the 11.30 a.m. and 6.30 p.m. Ferry from Orongo. SUNDAYS. Leave Kopu Leave Orongo 10 a.m. 10.30 a.m. 3 p.m. 4.30 p.m. Special Trips by arrangement at County Office, Thames, or on application of Ferryman. Return fares half rate additional to Schedule, except in the case of special trips. Hauraki Plains Gazette With which is incorporated THE OHINEMURI GAZETTE. Motto: Public Service. MONDAY, WEDNESDAY, & FRIDAY. WEDNESDAY, FEBRUARY 4, 1925. LOCAL AND GENERAL. A meeting of the Ohinemuri County Council will be held to-morrow. The Thames Borough Council's assistant engineer was at Hikutaia Road yesterday morning inspecting the brick bitumen heater with the idea of having a similar structure erected at the borough. Further additions to the fleet of tradesmen's motor vehicles on the Hauraki Plains have recently been made. All the bakers, four of the six butchers, and six of the twelve grocers now use motor delivery trucks. Passenger traffic on the railways appears to be gradually lessening after the holiday rush. The expresses passing through Paeroa recently show that there is a decrease in the number of passengers carried on the Auckland-Thames line. Very large quantities of hay are being harvested on the Plains this season. Many farmers are now cutting their second crop and finding it difficult to make owing to the rapid growth of the grass. Near the Netherton bridge a number of men have been employed for some weeks harvesting an 80-acre paddock. The Hauraki Plains Tennis Association's matches on Saturday next will be as follows: "A" Grade: Kaihere v. Kerepechi; Mangawhero v. Waitakaruru; Hopai v. Turua. "B" Grade: Kopuarahi v. Ngatea; Kerepechi v. Hopai; Kaihere v. Turua. In each case the matches will be played at the first-mentioned places. [423,32,560,1506]
article-paragraph: The Hauraki Plains Tennis Association's matches on Saturday next will be as follows: "A" Grade: Kaihere v. Kerepechi; Mangawhero v. Waitakaruru; Hopai v. Turua. "B" Grade: Kopuarahi v. Ngatea; Kerepechi v. Hopai; Kaihere v. Turua. In each case the matches will be played at the first-mentioned places. [428,1567,554,1668]
ad-gillman: E. E. GILLMAN REG. ARCHITECT THAMES, TE AROHA, AND PAEROA. Phone No. 12, Paeroa. [290,233,417,279]
table-row [428,447,554,456]
table-cell: Tues, 3, [428,680,456,689]
table-cell: Fri, 27, 5 a.m. [428,308,477,317]
table-row [428,222,554,231]
table-header-cell: Leaves Auckland [428,131,487,140]
column-professional-1 [147,32,285,1506]
table-cell: 12 noon [526,637,554,646]
table-cell: Mon, 23, 2 p.m. [428,282,483,291]
article-paragraph: Mr Platt moved an amendment that the term be eight years. [977,1120,1104,1139]
table-header-cell: Leaves Patetonga [493,672,554,681]
table-cell: Thurs, 19, 10 a.m. [491,355,554,364]
